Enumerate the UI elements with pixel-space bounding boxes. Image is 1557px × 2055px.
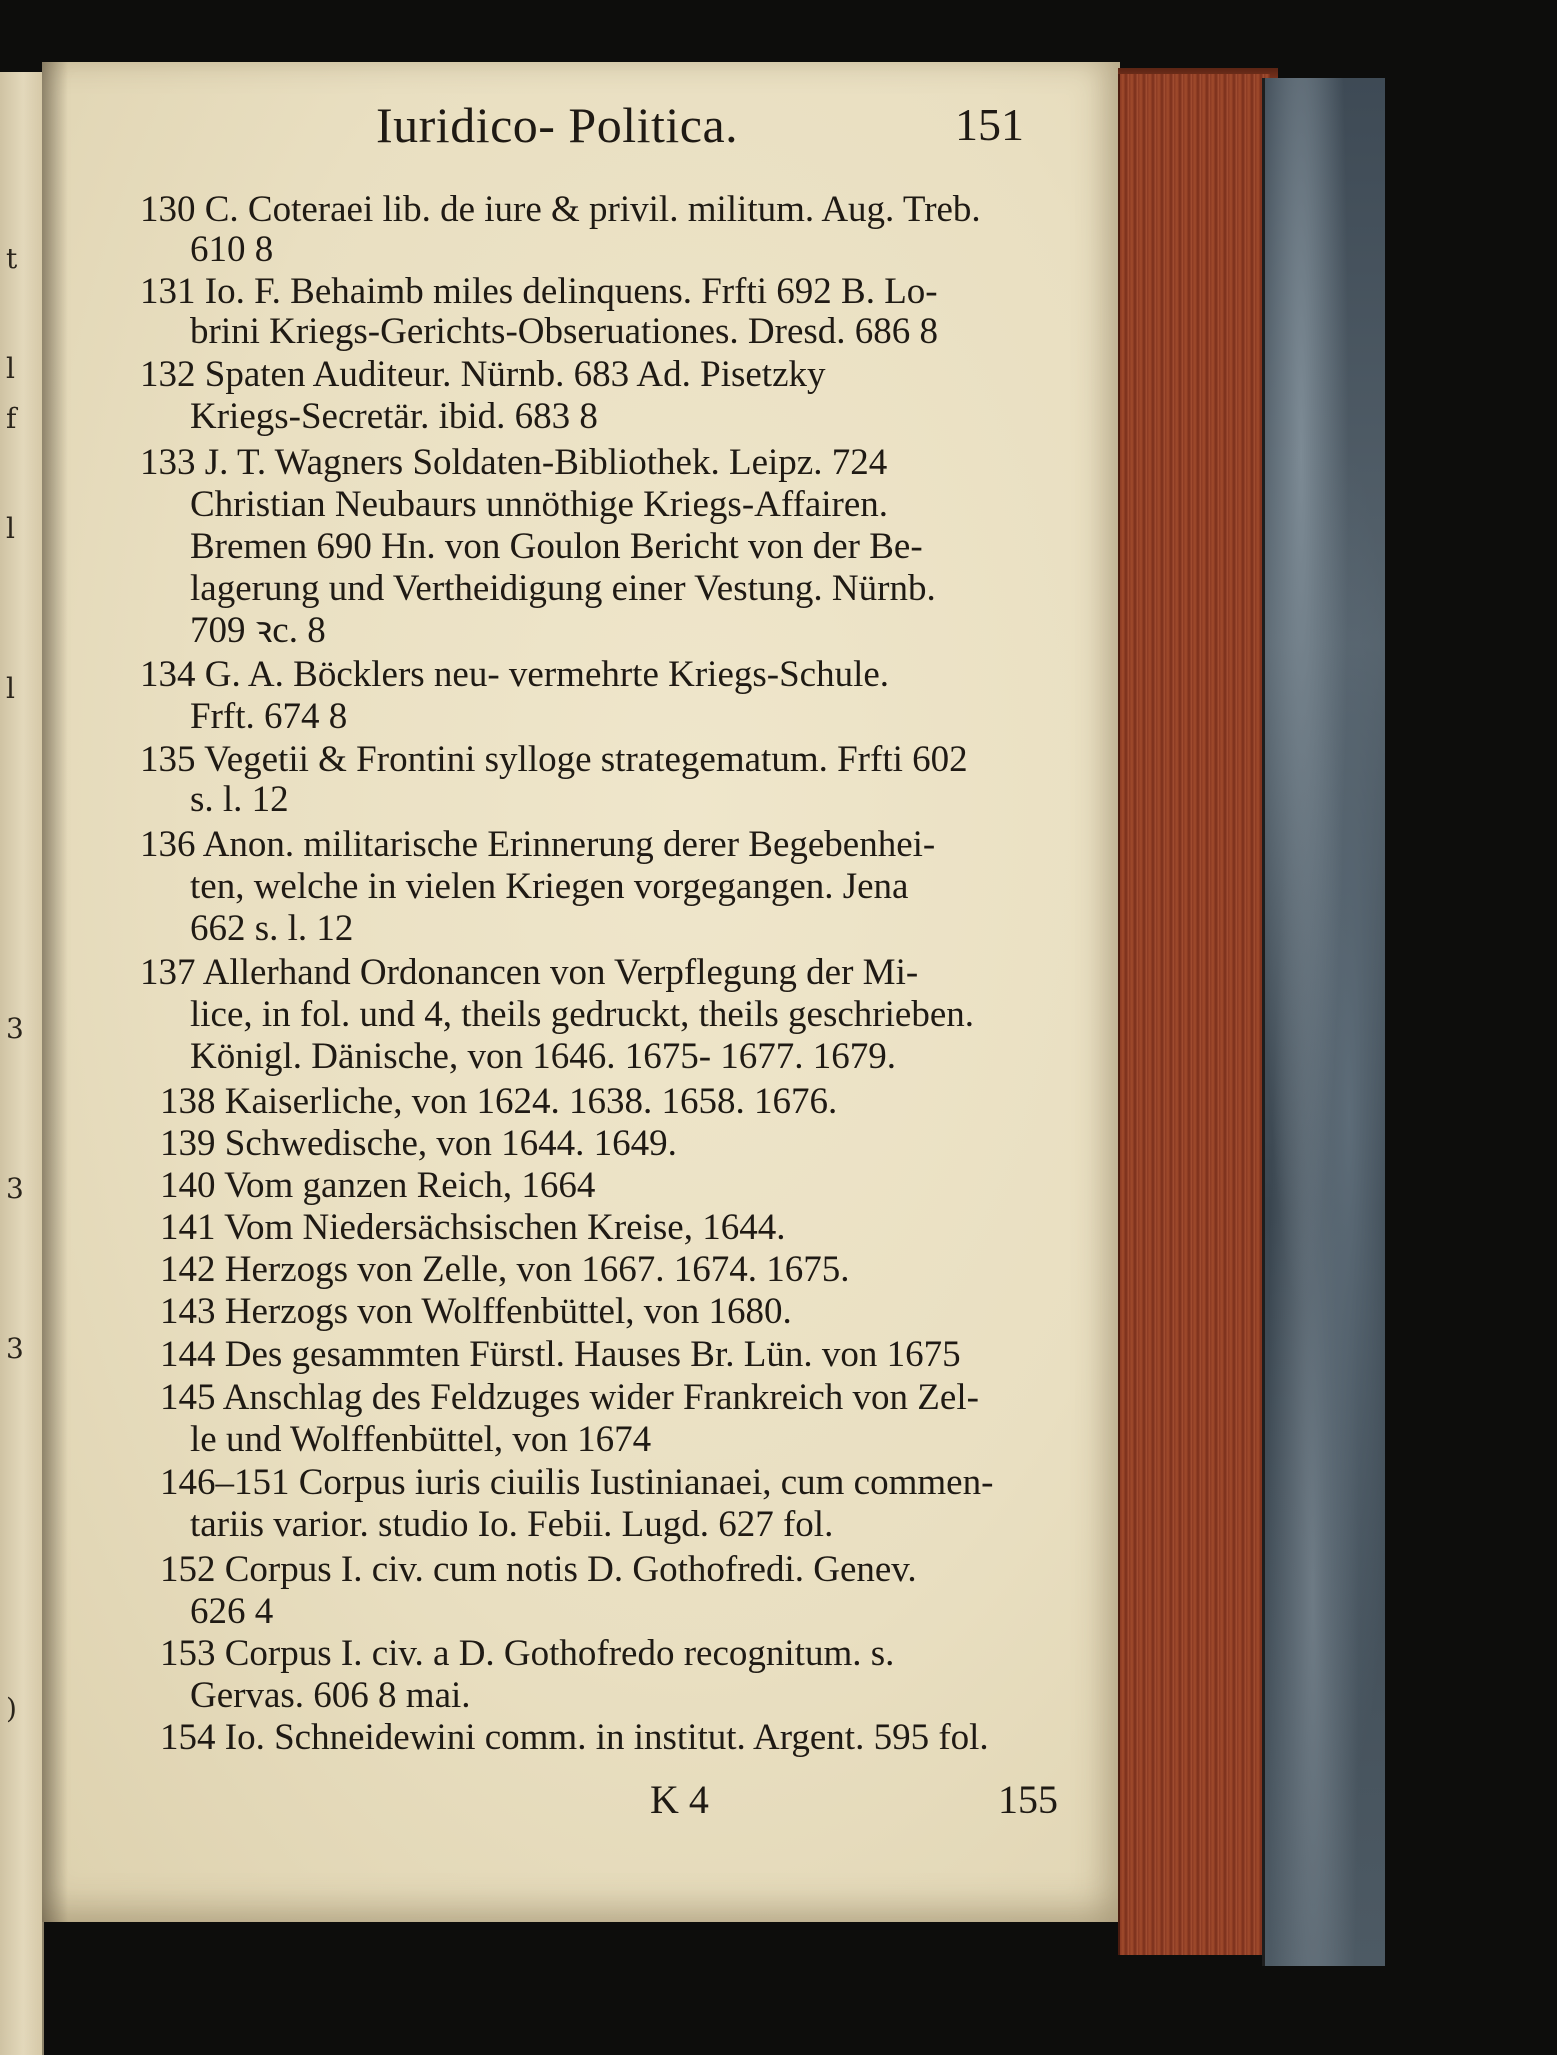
left-page-glyph: l <box>6 512 15 545</box>
left-page-glyph: 3 <box>6 1012 24 1045</box>
marbled-cover <box>1262 78 1385 1966</box>
left-page-glyph: 3 <box>6 1332 24 1365</box>
entry-line: 134 G. A. Böcklers neu- vermehrte Kriegs-Schule. <box>140 654 890 695</box>
entry-line: tariis varior. studio Io. Febii. Lugd. 627 fol. <box>190 1504 834 1545</box>
entry-line: Königl. Dänische, von 1646. 1675- 1677. 1679. <box>190 1036 897 1077</box>
page-block-fore-edge <box>1118 74 1270 1955</box>
entry-line: ten, welche in vielen Kriegen vorgegangen. Jena <box>190 866 909 907</box>
entry-line: 131 Io. F. Behaimb miles delinquens. Frfti 692 B. Lo- <box>140 271 938 312</box>
entry-line: 154 Io. Schneidewini comm. in institut. Argent. 595 fol. <box>160 1717 989 1758</box>
entry-line: 662 s. l. 12 <box>190 908 354 949</box>
left-page-glyph: ) <box>6 1692 17 1725</box>
entry-line: le und Wolffenbüttel, von 1674 <box>190 1419 652 1460</box>
entry-line: 140 Vom ganzen Reich, 1664 <box>160 1165 596 1206</box>
entry-line: 143 Herzogs von Wolffenbüttel, von 1680. <box>160 1291 792 1332</box>
entry-line: 136 Anon. militarische Erinnerung derer Begebenhei- <box>140 824 936 865</box>
previous-page-edge <box>0 72 44 2055</box>
entry-line: brini Kriegs-Gerichts-Obseruationes. Dresd. 686 8 <box>190 311 939 352</box>
entry-line: lagerung und Vertheidigung einer Vestung. Nürnb. <box>190 568 936 609</box>
left-page-glyph: l <box>6 352 15 385</box>
entry-line: 132 Spaten Auditeur. Nürnb. 683 Ad. Pisetzky <box>140 354 826 395</box>
entry-line: 138 Kaiserliche, von 1624. 1638. 1658. 1676. <box>160 1081 838 1122</box>
signature-mark: K 4 <box>650 1777 709 1822</box>
entry-line: 135 Vegetii & Frontini sylloge strategematum. Frfti 602 <box>140 739 968 780</box>
gutter-shadow <box>42 62 68 1922</box>
catchword: 155 <box>998 1777 1058 1822</box>
left-page-glyph: l <box>6 672 15 705</box>
entry-line: Frft. 674 8 <box>190 696 348 737</box>
running-head-title: Iuridico- Politica. <box>376 97 739 153</box>
left-page-glyph: t <box>6 242 18 275</box>
entry-line: Bremen 690 Hn. von Goulon Bericht von der Be- <box>190 526 923 567</box>
entry-line: 139 Schwedische, von 1644. 1649. <box>160 1123 677 1164</box>
entry-line: 153 Corpus I. civ. a D. Gothofredo recognitum. s. <box>160 1633 895 1674</box>
entry-line: Kriegs-Secretär. ibid. 683 8 <box>190 396 598 437</box>
entry-line: 626 4 <box>190 1591 274 1632</box>
entry-line: Gervas. 606 8 mai. <box>190 1675 471 1716</box>
entry-line: 142 Herzogs von Zelle, von 1667. 1674. 1675. <box>160 1249 850 1290</box>
entry-line: lice, in fol. und 4, theils gedruckt, theils geschrieben. <box>190 994 974 1035</box>
entry-line: 130 C. Coteraei lib. de iure & privil. militum. Aug. Treb. <box>140 189 981 230</box>
entry-line: 709 ꝛc. 8 <box>190 610 326 651</box>
entry-line: 146–151 Corpus iuris ciuilis Iustinianaei, cum commen- <box>160 1462 994 1503</box>
entry-line: 145 Anschlag des Feldzuges wider Frankreich von Zel- <box>160 1377 979 1418</box>
entry-line: 152 Corpus I. civ. cum notis D. Gothofredi. Genev. <box>160 1549 917 1590</box>
left-page-glyph: f <box>6 402 17 435</box>
entry-line: 133 J. T. Wagners Soldaten-Bibliothek. Leipz. 724 <box>140 442 888 483</box>
entry-line: 141 Vom Niedersächsischen Kreise, 1644. <box>160 1207 786 1248</box>
page-number: 151 <box>955 99 1024 150</box>
entry-line: Christian Neubaurs unnöthige Kriegs-Affairen. <box>190 484 889 525</box>
entry-line: 144 Des gesammten Fürstl. Hauses Br. Lün. von 1675 <box>160 1334 961 1375</box>
left-page-glyph: 3 <box>6 1172 24 1205</box>
entry-line: s. l. 12 <box>190 779 289 820</box>
entry-line: 137 Allerhand Ordonancen von Verpflegung der Mi- <box>140 952 919 993</box>
entry-line: 610 8 <box>190 229 274 270</box>
